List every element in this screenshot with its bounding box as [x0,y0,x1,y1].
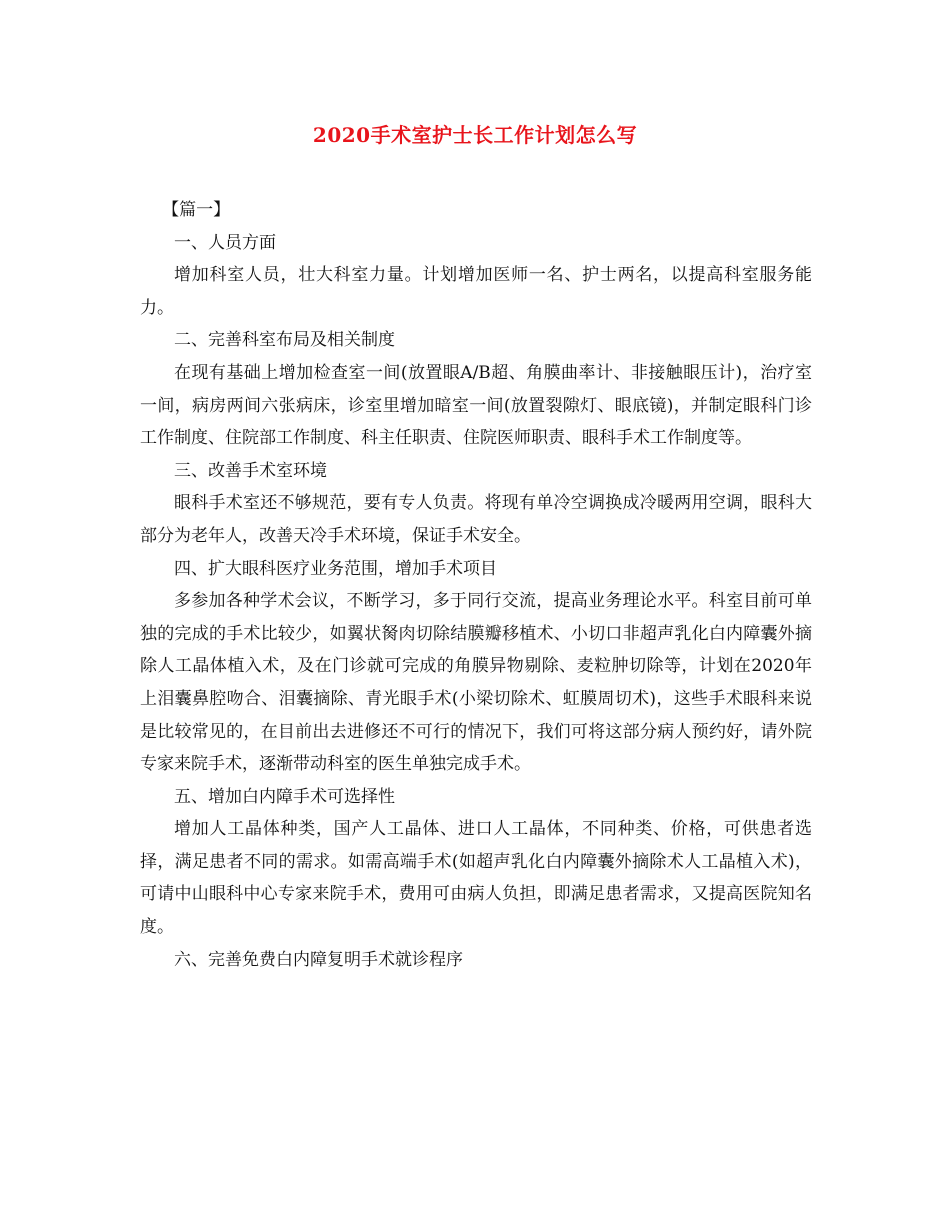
document-body [140,194,812,976]
paragraph-cataract-options: 增加人工晶体种类，国产人工晶体、进口人工晶体，不同种类、价格，可供患者选择，满足患者不同的需求。如需高端手术(如超声乳化白内障囊外摘除术人工晶植入术)，可请中山眼科中心专家来院手术，费用可由病人负担，即满足患者需求，又提高医院知名度。 [140,819,812,938]
heading-cataract-options: 五、增加白内障手术可选择性 [174,786,395,807]
document-title: 2020手术室护士长工作计划怎么写 [312,123,638,147]
section-marker: 【篇一】 [162,200,231,220]
heading-layout-rules: 二、完善科室布局及相关制度 [174,330,395,351]
paragraph-expand-scope: 多参加各种学术会议，不断学习，多于同行交流，提高业务理论水平。科室目前可单独的完成的手术比较少，如翼状胬肉切除结膜瓣移植术、小切口非超声乳化白内障囊外摘除人工晶体植入术，及在门诊就可完成的角膜异物剔除、麦粒肿切除等，计划在2020年上泪囊鼻腔吻合、泪囊摘除、青光眼手术(小梁切除术、虹膜周切术)，这些手术眼科来说是比较常见的，在目前出去进修还不可行的情况下，我们可将这部分病人预约好，请外院专家来院手术，逐渐带动科室的医生单独完成手术。 [140,591,812,775]
heading-operating-room: 三、改善手术室环境 [174,460,327,481]
paragraph-layout-rules: 在现有基础上增加检查室一间(放置眼A/B超、角膜曲率计、非接触眼压计)，治疗室一间，病房两间六张病床，诊室里增加暗室一间(放置裂隙灯、眼底镜)，并制定眼科门诊工作制度、住院部工作制度、科主任职责、住院医师职责、眼科手术工作制度等。 [140,362,812,449]
paragraph-operating-room: 眼科手术室还不够规范，要有专人负责。将现有单冷空调换成冷暖两用空调，眼科大部分为老年人，改善天冷手术环境，保证手术安全。 [140,493,812,546]
heading-expand-scope: 四、扩大眼科医疗业务范围，增加手术项目 [174,558,497,579]
heading-free-cataract-procedure: 六、完善免费白内障复明手术就诊程序 [174,949,463,970]
paragraph-personnel: 增加科室人员，壮大科室力量。计划增加医师一名、护士两名，以提高科室服务能力。 [140,265,812,318]
heading-personnel: 一、人员方面 [174,232,276,253]
